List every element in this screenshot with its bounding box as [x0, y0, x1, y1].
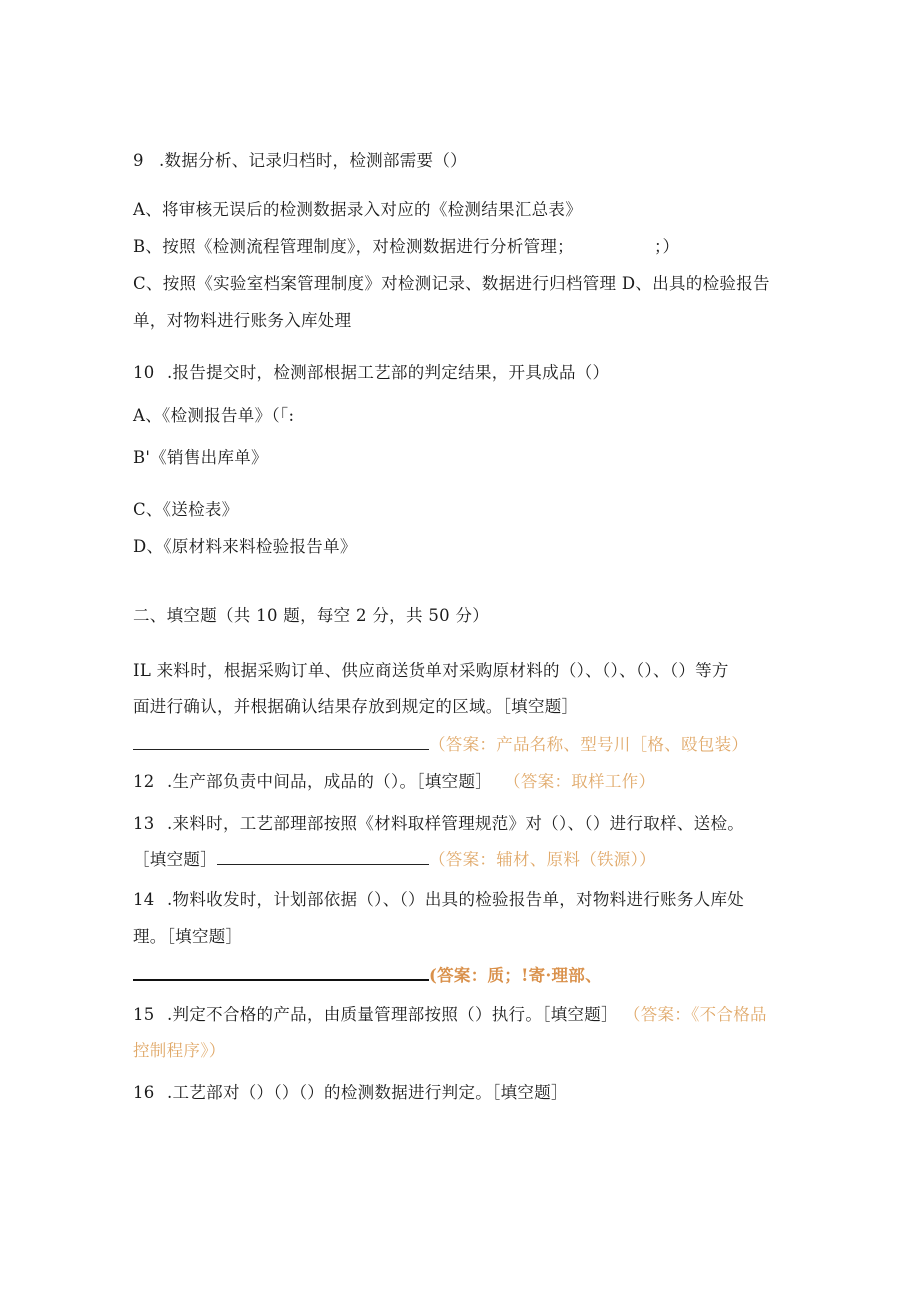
q9-number: 9 [133, 151, 144, 170]
q9-stem-text: .数据分析、记录归档时，检测部需要（） [159, 151, 467, 170]
q10-option-a: A、《检测报告单》（「: [133, 406, 295, 425]
q11-answer: （答案：产品名称、型号川［格、殴包装） [429, 735, 749, 754]
q15-stem [133, 1004, 767, 1026]
q11-line1: IL 来料时，根据采购订单、供应商送货单对采购原材料的（）、（）、（）、（）等方 [133, 661, 729, 680]
q9-option-b [133, 236, 679, 258]
q14-stem-text: .物料收发时，计划部依据（）、（）出具的检验报告单，对物料进行账务人库处 [167, 890, 745, 909]
q13-stem-text: .来料时，工艺部理部按照《材料取样管理规范》对（）、（）进行取样、送检。 [167, 814, 745, 833]
q15-line2 [133, 1040, 226, 1062]
q10-option-d: D、《原材料来料检验报告单》 [133, 537, 357, 556]
q9-option-c-line1: C、按照《实验室档案管理制度》对检测记录、数据进行归档管理 D、出具的检验报告 [133, 274, 770, 293]
q11-answer-line [133, 733, 748, 756]
q15-answer-part2: 控制程序》） [133, 1041, 226, 1060]
q11-answer-blank [133, 733, 429, 750]
q11-line2: 面进行确认，并根据确认结果存放到规定的区域。［填空题］ [133, 697, 579, 716]
q12-number: 12 [133, 772, 155, 791]
q16-number: 16 [133, 1083, 155, 1102]
q16-stem [133, 1082, 568, 1104]
q10-option-c: C、《送检表》 [133, 500, 239, 519]
q13-fill-tag: ［填空题］ [133, 850, 217, 869]
q14-line2: 理。［填空题］ [133, 927, 243, 946]
q9-option-a: A、将审核无误后的检测数据录入对应的《检测结果汇总表》 [133, 200, 583, 219]
q14-stem [133, 889, 744, 911]
q13-line2 [133, 848, 656, 871]
q14-answer-line [133, 963, 602, 987]
q15-number: 15 [133, 1005, 155, 1024]
q10-number: 10 [133, 363, 155, 382]
q12-stem [133, 771, 655, 793]
q9-option-b-text: B、按照《检测流程管理制度》，对检测数据进行分析管理； [133, 237, 574, 256]
q13-stem [133, 813, 744, 835]
q13-answer: （答案：辅材、原料（铁源）） [429, 850, 656, 869]
q15-stem-text: .判定不合格的产品，由质量管理部按照（）执行。［填空题］ [167, 1005, 618, 1024]
q12-answer: （答案：取样工作） [504, 772, 656, 791]
q10-stem-text: .报告提交时，检测部根据工艺部的判定结果，开具成品（） [167, 363, 610, 382]
q10-stem [133, 362, 609, 384]
q15-answer-part1: （答案：《不合格品 [623, 1005, 767, 1024]
q13-answer-blank [217, 848, 429, 865]
q13-number: 13 [133, 814, 155, 833]
q10-option-b: B'《销售出库单》 [133, 448, 268, 467]
q16-stem-text: .工艺部对（）（）（）的检测数据进行判定。［填空题］ [167, 1083, 568, 1102]
q14-number: 14 [133, 890, 155, 909]
section-2-title: 二、填空题（共 10 题，每空 2 分，共 50 分） [133, 606, 490, 625]
q9-option-c-line2: 单，对物料进行账务入库处理 [133, 311, 352, 330]
q14-answer: (答案：质；!寄·理部、 [429, 966, 602, 985]
q9-option-b-tail: ；） [653, 237, 680, 256]
q9-stem [133, 150, 467, 172]
q14-answer-blank [133, 963, 429, 981]
q12-stem-text: .生产部负责中间品，成品的（）。［填空题］ [167, 772, 493, 791]
